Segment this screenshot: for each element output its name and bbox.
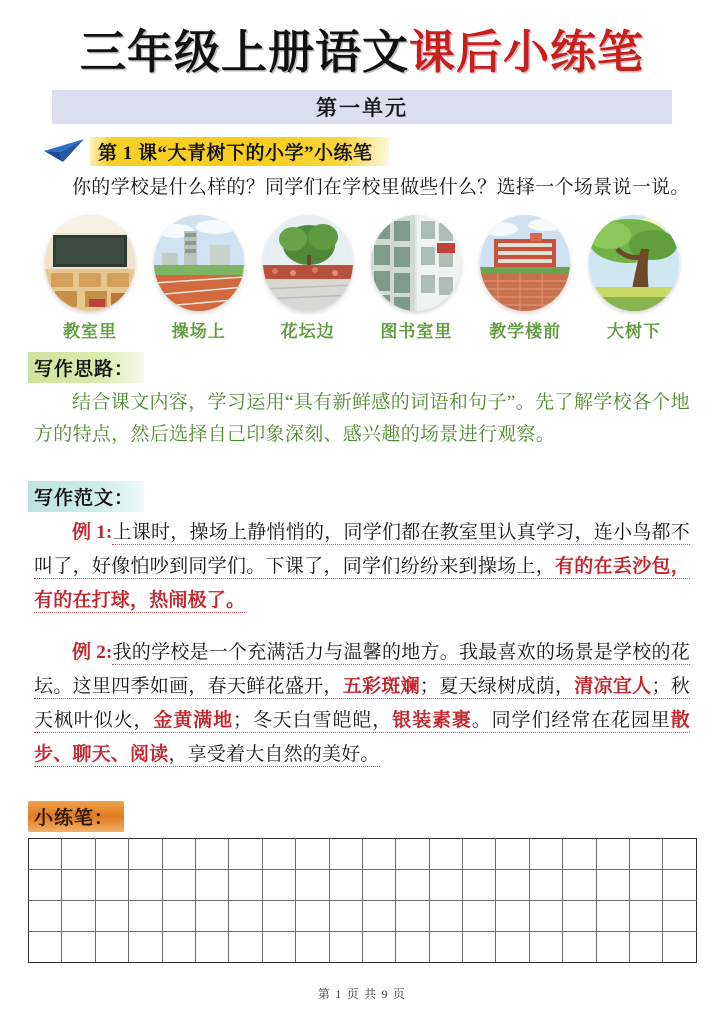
writing-grid[interactable] — [28, 838, 697, 963]
writing-grid-cell[interactable] — [195, 838, 228, 869]
writing-grid-cell[interactable] — [296, 838, 329, 869]
model-essay-heading: 写作范文： — [28, 481, 144, 512]
writing-grid-row — [29, 869, 697, 900]
writing-prompt: 你的学校是什么样的？同学们在学校里做些什么？选择一个场景说一说。 — [72, 177, 690, 198]
page-footer: 第 1 页 共 9 页 — [317, 987, 407, 1001]
lesson-title: 第 1 课“大青树下的小学”小练笔 — [90, 137, 389, 166]
writing-grid-cell[interactable] — [29, 900, 62, 931]
writing-grid-cell[interactable] — [195, 869, 228, 900]
scene-item-big-tree — [584, 215, 684, 342]
writing-grid-cell[interactable] — [329, 931, 362, 962]
writing-grid-cell[interactable] — [296, 931, 329, 962]
writing-grid-wrap — [28, 838, 696, 963]
writing-grid-row — [29, 838, 697, 869]
writing-grid-cell[interactable] — [630, 931, 663, 962]
writing-grid-cell[interactable] — [262, 838, 295, 869]
writing-grid-cell[interactable] — [529, 869, 562, 900]
writing-grid-cell[interactable] — [563, 838, 596, 869]
writing-grid-cell[interactable] — [630, 838, 663, 869]
writing-grid-cell[interactable] — [396, 900, 429, 931]
scene-label: 教室里 — [63, 321, 117, 341]
writing-grid-cell[interactable] — [29, 931, 62, 962]
writing-grid-cell[interactable] — [596, 869, 629, 900]
writing-grid-cell[interactable] — [129, 900, 162, 931]
example-segment-highlight: 银装素裹 — [392, 710, 472, 732]
writing-grid-cell[interactable] — [162, 931, 195, 962]
example-segment: ；冬天白雪皑皑， — [232, 710, 393, 732]
writing-grid-cell[interactable] — [262, 931, 295, 962]
scene-item-school-building — [475, 215, 575, 342]
scene-item-flowerbed — [258, 215, 358, 342]
writing-grid-cell[interactable] — [229, 838, 262, 869]
scene-item-library — [366, 215, 466, 342]
writing-grid-cell[interactable] — [630, 869, 663, 900]
scene-label: 图书室里 — [380, 321, 453, 341]
writing-grid-cell[interactable] — [463, 900, 496, 931]
example-text-1 — [34, 522, 690, 613]
writing-grid-cell[interactable] — [362, 838, 395, 869]
example-segment-highlight: 有的在丢沙包，有的在打球，热闹极了。 — [34, 555, 690, 611]
scene-label: 大树下 — [606, 321, 661, 341]
unit-banner — [52, 90, 672, 124]
writing-grid-cell[interactable] — [162, 869, 195, 900]
writing-grid-cell[interactable] — [129, 931, 162, 962]
writing-grid-cell[interactable] — [296, 900, 329, 931]
writing-grid-cell[interactable] — [129, 838, 162, 869]
writing-grid-cell[interactable] — [329, 838, 362, 869]
writing-grid-cell[interactable] — [296, 869, 329, 900]
writing-grid-cell[interactable] — [95, 869, 128, 900]
school-building-photo-icon — [480, 215, 570, 311]
page-title — [28, 0, 696, 76]
example-segment-highlight: 散步、聊天、阅读 — [34, 710, 690, 765]
example-paragraph-1 — [28, 516, 696, 617]
scene-label: 操场上 — [171, 321, 226, 341]
example-segment-highlight: 金黄满地 — [153, 710, 233, 732]
example-paragraph-2 — [28, 636, 696, 771]
thinking-heading: 写作思路： — [28, 352, 144, 383]
writing-grid-cell[interactable] — [529, 931, 562, 962]
scene-item-playground — [149, 215, 249, 342]
practice-heading: 小练笔： — [28, 801, 124, 832]
writing-grid-cell[interactable] — [496, 931, 529, 962]
scene-item-classroom — [40, 215, 140, 342]
example-segment-highlight: 清凉宜人 — [574, 676, 652, 698]
flowerbed-photo-icon — [263, 215, 353, 311]
writing-grid-cell[interactable] — [529, 838, 562, 869]
writing-grid-row — [29, 900, 697, 931]
writing-grid-cell[interactable] — [62, 869, 95, 900]
writing-grid-cell[interactable] — [262, 869, 295, 900]
writing-grid-cell[interactable] — [95, 838, 128, 869]
example-segment: ；夏天绿树成荫， — [419, 676, 575, 698]
writing-grid-cell[interactable] — [195, 900, 228, 931]
example-mark: 例 1: — [72, 522, 113, 544]
page-title-black: 三年级上册语文 — [80, 27, 409, 78]
writing-grid-cell[interactable] — [563, 869, 596, 900]
classroom-photo-icon — [45, 215, 135, 311]
writing-grid-cell[interactable] — [362, 900, 395, 931]
writing-grid-cell[interactable] — [62, 838, 95, 869]
example-segment: ，享受着大自然的美好。 — [168, 743, 380, 765]
thinking-body: 结合课文内容，学习运用“具有新鲜感的词语和句子”。先了解学校各个地方的特点，然后选择自己印象深刻、感兴趣的场景进行观察。 — [34, 391, 690, 446]
writing-grid-cell[interactable] — [563, 900, 596, 931]
thinking-section — [28, 342, 696, 452]
writing-grid-cell[interactable] — [29, 869, 62, 900]
writing-grid-cell[interactable] — [429, 900, 462, 931]
writing-grid-cell[interactable] — [429, 869, 462, 900]
example-segment: 上课时，操场上静悄悄的，同学们都在教室里认真学习，连小鸟都不叫了，好像怕吵到同学们。下课了，同学们纷纷来到操场上， — [34, 522, 690, 577]
writing-grid-cell[interactable] — [596, 931, 629, 962]
model-essay-section — [28, 471, 696, 772]
example-segment: ；秋天枫叶似火， — [34, 676, 690, 732]
example-text-2 — [34, 642, 690, 766]
writing-grid-cell[interactable] — [496, 869, 529, 900]
writing-grid-cell[interactable] — [429, 838, 462, 869]
writing-grid-cell[interactable] — [396, 869, 429, 900]
scene-label: 教学楼前 — [489, 321, 562, 341]
playground-photo-icon — [154, 215, 244, 311]
writing-grid-cell[interactable] — [663, 900, 697, 931]
practice-section — [28, 791, 696, 963]
writing-grid-cell[interactable] — [463, 869, 496, 900]
writing-grid-cell[interactable] — [429, 931, 462, 962]
writing-grid-cell[interactable] — [596, 900, 629, 931]
writing-grid-cell[interactable] — [463, 931, 496, 962]
writing-grid-cell[interactable] — [396, 838, 429, 869]
writing-grid-cell[interactable] — [95, 931, 128, 962]
example-segment: 。同学们经常在花园里 — [471, 710, 671, 732]
writing-grid-cell[interactable] — [262, 900, 295, 931]
writing-grid-cell[interactable] — [229, 931, 262, 962]
writing-grid-cell[interactable] — [329, 869, 362, 900]
lesson-heading-row — [28, 136, 696, 166]
scene-label: 花坛边 — [280, 321, 335, 341]
writing-grid-cell[interactable] — [329, 900, 362, 931]
writing-grid-cell[interactable] — [162, 900, 195, 931]
writing-grid-cell[interactable] — [463, 838, 496, 869]
writing-grid-cell[interactable] — [529, 900, 562, 931]
writing-grid-cell[interactable] — [496, 838, 529, 869]
paper-plane-icon — [42, 138, 86, 164]
example-segment: 我的学校是一个充满活力与温馨的地方。我最喜欢的场景是学校的花坛。这里四季如画，春天鲜花盛开， — [34, 642, 690, 698]
writing-grid-cell[interactable] — [362, 931, 395, 962]
writing-grid-cell[interactable] — [362, 869, 395, 900]
library-photo-icon — [371, 215, 461, 311]
writing-grid-cell[interactable] — [663, 838, 697, 869]
writing-grid-cell[interactable] — [663, 931, 697, 962]
writing-grid-cell[interactable] — [29, 838, 62, 869]
writing-grid-cell[interactable] — [229, 900, 262, 931]
writing-grid-cell[interactable] — [162, 838, 195, 869]
big-tree-photo-icon — [589, 215, 679, 311]
writing-grid-cell[interactable] — [229, 869, 262, 900]
writing-grid-cell[interactable] — [630, 900, 663, 931]
unit-banner-label: 第一单元 — [316, 96, 408, 120]
writing-grid-cell[interactable] — [195, 931, 228, 962]
example-segment-highlight: 五彩斑斓 — [342, 676, 420, 698]
example-mark: 例 2: — [72, 642, 113, 664]
writing-grid-cell[interactable] — [129, 869, 162, 900]
writing-grid-cell[interactable] — [596, 838, 629, 869]
writing-grid-cell[interactable] — [563, 931, 596, 962]
page-title-red: 课后小练笔 — [409, 27, 644, 78]
writing-grid-cell[interactable] — [663, 869, 697, 900]
writing-grid-cell[interactable] — [62, 900, 95, 931]
scene-image-strip — [40, 215, 684, 342]
writing-grid-cell[interactable] — [496, 900, 529, 931]
writing-grid-cell[interactable] — [396, 931, 429, 962]
writing-grid-row — [29, 931, 697, 962]
writing-grid-cell[interactable] — [62, 931, 95, 962]
writing-grid-cell[interactable] — [95, 900, 128, 931]
